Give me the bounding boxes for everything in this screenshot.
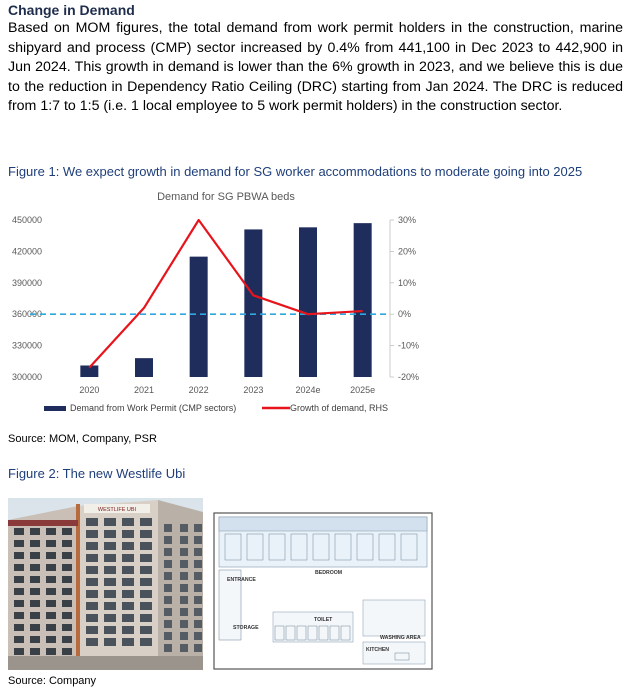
bar: [354, 223, 372, 377]
chart-title: Demand for SG PBWA beds: [157, 191, 295, 203]
figure2-source: Source: Company: [8, 675, 97, 687]
body-paragraph: Based on MOM figures, the total demand from work permit holders in the construction, marine shipyard and process (CMP) sector increased by 0.4% from 441,100 in Dec 2023 to 442,900 in Jun 2024. This growth in demand is lower than the 6% growth in 2023, and we believe this is due to the reduction in Dependency Ratio Ceiling (DRC) starting from Jan 2024. The DRC is reduced from 1:7 to 1:5 (i.e. 1 local employee to 5 work permit holders) in the construction sector.: [8, 20, 623, 115]
bar: [244, 229, 262, 377]
x-tick-label: 2024e: [295, 385, 321, 395]
y2-tick-label: -20%: [398, 372, 420, 382]
demand-chart: [0, 185, 629, 430]
y2-tick-label: -10%: [398, 340, 420, 351]
y2-tick-label: 10%: [398, 277, 417, 288]
y-tick-label: 390000: [12, 277, 43, 288]
y-tick-label: 450000: [12, 215, 43, 225]
fp-label-kitchen: KITCHEN: [366, 647, 390, 653]
fp-label-bedroom: BEDROOM: [315, 570, 343, 576]
fp-label-storage: STORAGE: [233, 625, 259, 631]
figure1-source: Source: MOM, Company, PSR: [8, 433, 157, 445]
x-tick-label: 2025e: [350, 385, 376, 395]
figure1-caption: Figure 1: We expect growth in demand for SG worker accommodations to moderate going into 2025: [8, 164, 583, 179]
bar: [190, 257, 208, 377]
y2-tick-label: 0%: [398, 309, 412, 320]
building-sign: WESTLIFE UBI: [97, 507, 137, 513]
y2-tick-label: 30%: [398, 215, 417, 225]
y-tick-label: 300000: [12, 372, 43, 382]
bar: [299, 227, 317, 377]
x-tick-label: 2021: [133, 385, 155, 395]
x-tick-label: 2022: [188, 385, 209, 395]
y-tick-label: 420000: [12, 246, 43, 257]
building-photo: [8, 498, 203, 670]
y-tick-label: 330000: [12, 340, 43, 351]
y-tick-label: 360000: [12, 309, 43, 320]
x-tick-label: 2020: [79, 385, 100, 395]
legend-swatch-bars: [44, 406, 66, 411]
fp-label-entrance: ENTRANCE: [227, 577, 256, 583]
figure2-caption: Figure 2: The new Westlife Ubi: [8, 466, 186, 481]
growth-line: [89, 220, 362, 368]
section-heading: Change in Demand: [8, 2, 135, 18]
fp-label-toilet: TOILET: [314, 617, 333, 623]
bar: [135, 358, 153, 377]
legend-label-bars: Demand from Work Permit (CMP sectors): [70, 403, 237, 413]
floor-plan: [213, 512, 433, 670]
y2-tick-label: 20%: [398, 246, 417, 257]
fp-label-washing-area: WASHING AREA: [380, 635, 421, 641]
x-tick-label: 2023: [243, 385, 264, 395]
legend-label-line: Growth of demand, RHS: [290, 403, 389, 413]
